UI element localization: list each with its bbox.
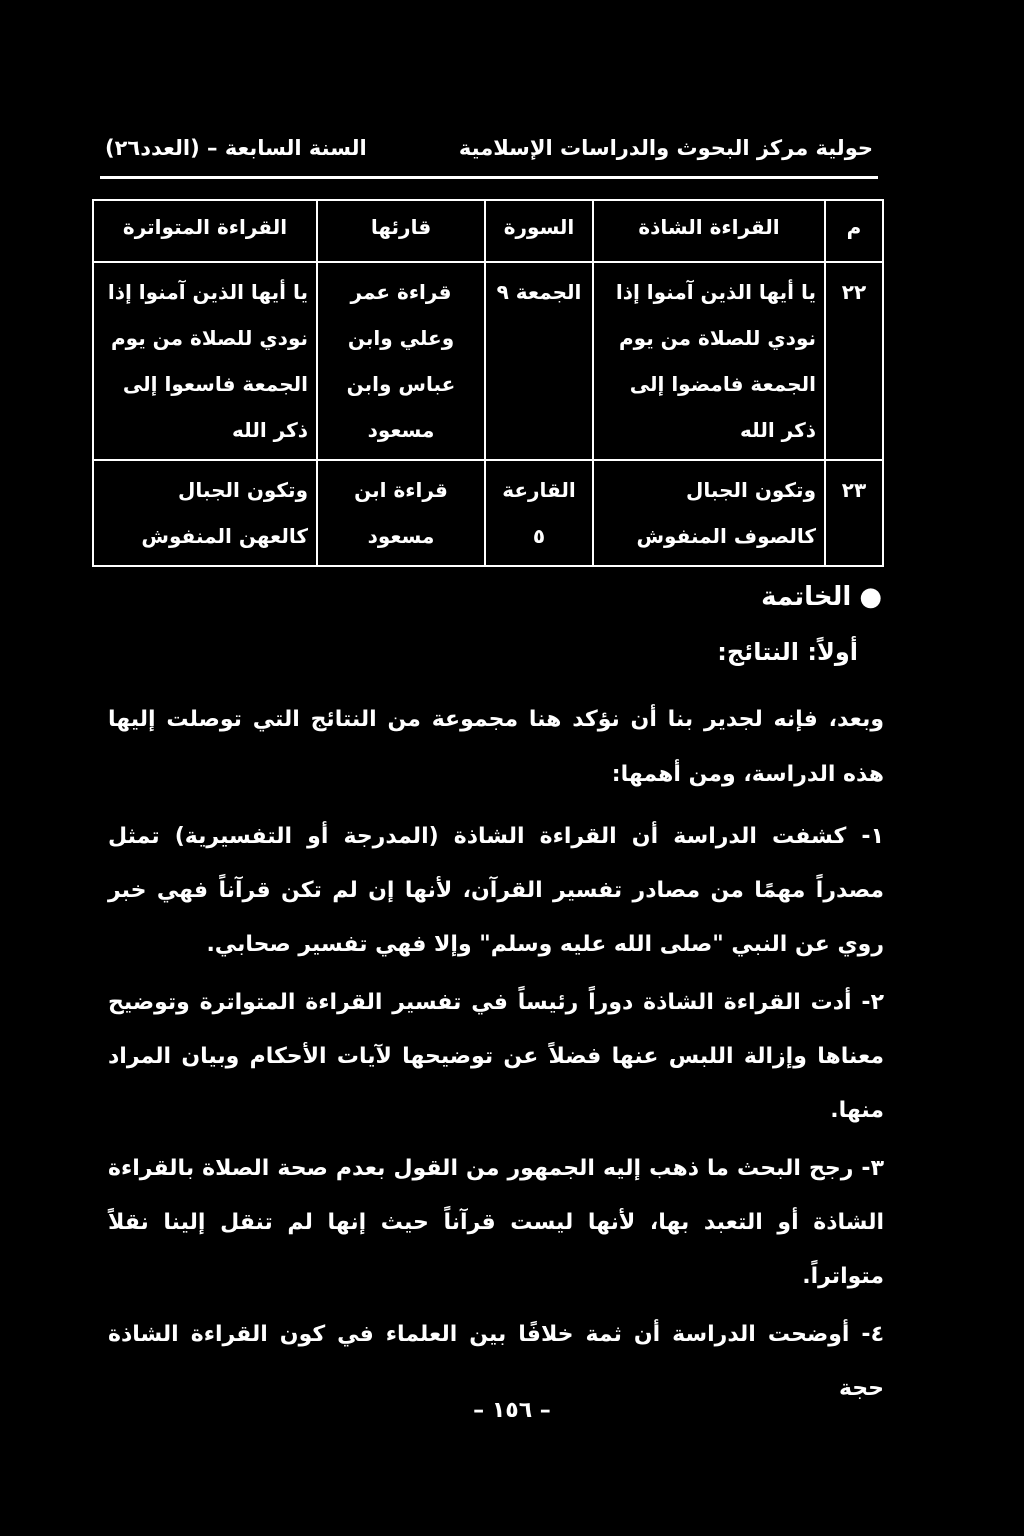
reader-cell: قراءة ابن مسعود	[317, 460, 485, 566]
row-number: ٢٢	[825, 262, 883, 460]
conclusion-title: الخاتمة	[761, 582, 852, 612]
issue-label: السنة السابعة – (العدد٢٦)	[105, 136, 367, 160]
results-heading: أولاً: النتائج:	[717, 638, 858, 666]
list-item: ٤- أوضحت الدراسة أن ثمة خلافًا بين العلماء في كون القراءة الشاذة حجة	[108, 1322, 884, 1401]
page-number: – ١٥٦ –	[473, 1398, 551, 1423]
shadh-reading: يا أيها الذين آمنوا إذا نودي للصلاة من يوم الجمعة فامضوا إلى ذكر الله	[593, 262, 825, 460]
table-row	[93, 262, 883, 460]
page-header	[105, 128, 873, 168]
table-row	[93, 460, 883, 566]
journal-title: حولية مركز البحوث والدراسات الإسلامية	[458, 136, 873, 160]
bullet-icon: ●	[859, 582, 882, 612]
intro-paragraph: وبعد، فإنه لجدير بنا أن نؤكد هنا مجموعة من النتائج التي توصلت إليها هذه الدراسة، ومن أهمها:	[108, 707, 884, 787]
list-item: ٢- أدت القراءة الشاذة دوراً رئيساً في تفسير القراءة المتواترة وتوضيح معناها وإزالة اللبس عنها فضلاً عن توضيحها لآيات الأحكام وبيان المراد منها.	[108, 990, 884, 1123]
list-item: ١- كشفت الدراسة أن القراءة الشاذة (المدرجة أو التفسيرية) تمثل مصدراً مهمًا من مصادر تفسير القرآن، لأنها إن لم تكن قرآناً فهي خبر روي عن النبي "صلى الله عليه وسلم" وإلا فهي تفسير صحابي.	[108, 824, 884, 957]
col-header-surah: السورة	[485, 200, 593, 262]
reader-cell: قراءة عمر وعلي وابن عباس وابن مسعود	[317, 262, 485, 460]
col-header-reader: قارئها	[317, 200, 485, 262]
row-number: ٢٣	[825, 460, 883, 566]
readings-table	[92, 199, 884, 567]
header-divider	[100, 176, 878, 179]
surah-cell: الجمعة ٩	[485, 262, 593, 460]
results-list	[108, 810, 884, 1420]
shadh-reading: وتكون الجبال كالصوف المنفوش	[593, 460, 825, 566]
mutawatir-reading: يا أيها الذين آمنوا إذا نودي للصلاة من يوم الجمعة فاسعوا إلى ذكر الله	[93, 262, 317, 460]
list-item: ٣- رجح البحث ما ذهب إليه الجمهور من القول بعدم صحة الصلاة بالقراءة الشاذة أو التعبد بها، لأنها ليست قرآناً حيث إنها لم تنقل إلينا نقلاً متواتراً.	[108, 1156, 884, 1289]
col-header-shadh: القراءة الشاذة	[593, 200, 825, 262]
table-header-row	[93, 200, 883, 262]
mutawatir-reading: وتكون الجبال كالعهن المنفوش	[93, 460, 317, 566]
surah-cell: القارعة ٥	[485, 460, 593, 566]
conclusion-heading	[761, 582, 882, 612]
col-header-mutawatir: القراءة المتواترة	[93, 200, 317, 262]
col-header-number: م	[825, 200, 883, 262]
